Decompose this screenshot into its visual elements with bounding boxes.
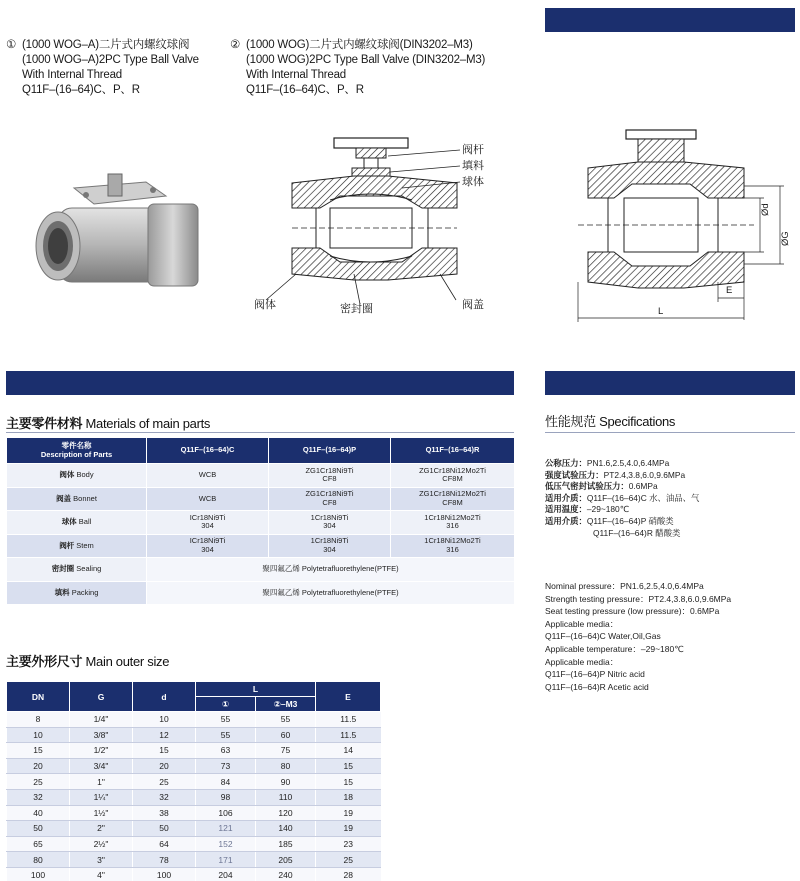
label-stem: 阀杆 [462, 144, 484, 156]
size-row [7, 712, 381, 728]
size-cell-e: 19 [316, 805, 381, 821]
materials-row [7, 581, 515, 605]
size-cell-dn: 65 [7, 836, 70, 852]
spec-cn-line: 适用温度：–29~180℃ [545, 504, 630, 515]
material-p: 1Cr18Ni9Ti 304 [269, 534, 391, 558]
dimension-drawing [558, 120, 794, 330]
size-cell-d: 100 [133, 867, 196, 881]
product-1-description [6, 38, 199, 98]
size-cell-l2: 240 [256, 867, 316, 881]
material-r: ZG1Cr18Ni12Mo2Ti CF8M [391, 487, 515, 511]
product-1-title-cn: (1000 WOG–A)二片式内螺纹球阀 [22, 39, 190, 51]
materials-row [7, 487, 515, 511]
materials-table [6, 437, 515, 605]
size-cell-e: 19 [316, 821, 381, 837]
size-cell-e: 25 [316, 852, 381, 868]
material-c: ICr18Ni9Ti 304 [147, 511, 269, 535]
size-cell-l1: 171 [196, 852, 256, 868]
size-row [7, 821, 381, 837]
section-bar-right [545, 371, 795, 395]
size-cell-d: 15 [133, 743, 196, 759]
size-cell-dn: 15 [7, 743, 70, 759]
size-header-l1: ① [196, 697, 256, 712]
spec-en-line: Nominal pressure：PN1.6,2.5,4.0,6.4MPa [545, 581, 704, 591]
part-name: 球体 Ball [7, 511, 147, 535]
section-bar-left [6, 371, 514, 395]
part-name: 填料 Packing [7, 581, 147, 605]
materials-row [7, 558, 515, 582]
size-cell-e: 28 [316, 867, 381, 881]
product-2-title-en: (1000 WOG)2PC Type Ball Valve (DIN3202–M3) [246, 54, 486, 66]
label-seal: 密封圈 [340, 303, 373, 315]
size-cell-e: 14 [316, 743, 381, 759]
product-1-title-en: (1000 WOG–A)2PC Type Ball Valve [22, 54, 199, 66]
size-cell-l2: 110 [256, 789, 316, 805]
materials-title-cn: 主要零件材料 [6, 416, 83, 431]
spec-cn-line: 公称压力：PN1.6,2.5,4.0,6.4MPa [545, 458, 670, 468]
size-cell-g: 1/4" [70, 712, 133, 728]
label-e: E [726, 285, 733, 296]
material-r: 1Cr18Ni12Mo2Ti 316 [391, 511, 515, 535]
size-title-cn: 主要外形尺寸 [6, 654, 83, 669]
specs-cn-list [545, 458, 699, 539]
label-d: Ød [760, 203, 771, 216]
size-cell-d: 12 [133, 727, 196, 743]
size-cell-g: 3/8" [70, 727, 133, 743]
size-cell-g: 1¼" [70, 789, 133, 805]
size-header-d: d [133, 682, 196, 712]
size-header-dn: DN [7, 682, 70, 712]
size-cell-l2: 185 [256, 836, 316, 852]
diagram-labels-right [462, 142, 484, 190]
size-cell-dn: 50 [7, 821, 70, 837]
size-cell-g: 1/2" [70, 743, 133, 759]
product-2-title-cn: (1000 WOG)二片式内螺纹球阀(DIN3202–M3) [246, 39, 473, 51]
size-row [7, 836, 381, 852]
product-1-model: Q11F–(16–64)C、P、R [22, 84, 140, 96]
size-header-row [7, 682, 381, 697]
spec-en-line: Strength testing pressure：PT2.4,3.8,6.0,9.6MPa [545, 593, 732, 604]
size-cell-l1: 55 [196, 727, 256, 743]
spec-en-line: Q11F–(16–64)C Water,Oil,Gas [545, 631, 661, 642]
materials-row [7, 511, 515, 535]
size-cell-l2: 75 [256, 743, 316, 759]
specs-en-list [545, 580, 731, 693]
part-name: 阀体 Body [7, 464, 147, 488]
size-cell-dn: 20 [7, 758, 70, 774]
spec-en-line: Applicable temperature：–29~180℃ [545, 643, 684, 654]
spec-en-line: Applicable media： [545, 656, 619, 667]
label-ball: 球体 [462, 176, 484, 188]
label-body: 阀体 [254, 299, 276, 311]
specs-rule [545, 432, 795, 433]
specs-title-cn: 性能规范 [545, 414, 596, 429]
product-1-subtitle: With Internal Thread [22, 69, 122, 81]
spec-cn-line: 低压气密封试验压力：0.6MPa [545, 481, 658, 492]
material-r: 1Cr18Ni12Mo2Ti 316 [391, 534, 515, 558]
size-cell-e: 15 [316, 774, 381, 790]
size-cell-l1: 121 [196, 821, 256, 837]
size-cell-l2: 55 [256, 712, 316, 728]
materials-header-p: Q11F–(16–64)P [269, 438, 391, 464]
size-cell-dn: 10 [7, 727, 70, 743]
size-cell-e: 23 [316, 836, 381, 852]
materials-rule [6, 432, 514, 433]
materials-row [7, 464, 515, 488]
size-cell-l2: 205 [256, 852, 316, 868]
size-row [7, 743, 381, 759]
spec-en-line: Q11F–(16–64)P Nitric acid [545, 669, 645, 680]
part-name: 密封圈 Sealing [7, 558, 147, 582]
size-header-e: E [316, 682, 381, 712]
product-2-model: Q11F–(16–64)C、P、R [246, 84, 364, 96]
size-cell-g: 3/4" [70, 758, 133, 774]
specs-heading [545, 411, 675, 430]
spec-en-line: Seat testing pressure (low pressure)：0.6MPa [545, 606, 720, 617]
specs-title-en: Specifications [599, 414, 676, 429]
size-cell-g: 4" [70, 867, 133, 881]
size-cell-d: 78 [133, 852, 196, 868]
size-cell-l1: 84 [196, 774, 256, 790]
label-g: ØG [780, 231, 791, 246]
size-cell-l1: 106 [196, 805, 256, 821]
size-cell-g: 1½" [70, 805, 133, 821]
size-row [7, 727, 381, 743]
spec-cn-line: Q11F–(16–64)R 醋酸类 [593, 527, 681, 538]
size-row [7, 852, 381, 868]
size-cell-e: 11.5 [316, 712, 381, 728]
size-cell-l2: 90 [256, 774, 316, 790]
size-cell-d: 38 [133, 805, 196, 821]
material-r: ZG1Cr18Ni12Mo2Ti CF8M [391, 464, 515, 488]
materials-header-r: Q11F–(16–64)R [391, 438, 515, 464]
part-name: 阀盖 Bonnet [7, 487, 147, 511]
label-packing: 填料 [462, 160, 484, 172]
part-name: 阀杆 Stem [7, 534, 147, 558]
label-bonnet: 阀盖 [462, 299, 484, 311]
material-merged: 聚四氟乙烯 Polytetrafluorethylene(PTFE) [147, 581, 515, 605]
materials-header-parts: 零件名称 Description of Parts [7, 438, 147, 464]
size-cell-g: 2½" [70, 836, 133, 852]
material-p: ZG1Cr18Ni9Ti CF8 [269, 487, 391, 511]
valve-photo [28, 160, 218, 300]
size-cell-d: 20 [133, 758, 196, 774]
size-row [7, 758, 381, 774]
size-cell-d: 32 [133, 789, 196, 805]
size-cell-dn: 40 [7, 805, 70, 821]
size-cell-l2: 80 [256, 758, 316, 774]
size-cell-l1: 152 [196, 836, 256, 852]
size-cell-dn: 25 [7, 774, 70, 790]
size-row [7, 805, 381, 821]
size-header-g: G [70, 682, 133, 712]
label-l: L [658, 306, 664, 317]
materials-header-c: Q11F–(16–64)C [147, 438, 269, 464]
material-c: WCB [147, 464, 269, 488]
size-table-body [7, 712, 381, 881]
size-table [6, 681, 381, 881]
size-cell-d: 50 [133, 821, 196, 837]
size-cell-l1: 73 [196, 758, 256, 774]
size-cell-dn: 8 [7, 712, 70, 728]
material-p: 1Cr18Ni9Ti 304 [269, 511, 391, 535]
size-row [7, 774, 381, 790]
size-cell-dn: 100 [7, 867, 70, 881]
size-cell-g: 3" [70, 852, 133, 868]
size-cell-l2: 60 [256, 727, 316, 743]
size-title-en: Main outer size [85, 654, 170, 669]
material-p: ZG1Cr18Ni9Ti CF8 [269, 464, 391, 488]
size-cell-e: 18 [316, 789, 381, 805]
size-cell-dn: 80 [7, 852, 70, 868]
size-cell-e: 15 [316, 758, 381, 774]
spec-en-line: Applicable media： [545, 618, 619, 629]
size-cell-l1: 63 [196, 743, 256, 759]
size-header-l: L [196, 682, 316, 697]
size-row [7, 867, 381, 881]
materials-header-row [7, 438, 515, 464]
size-cell-l1: 55 [196, 712, 256, 728]
size-cell-dn: 32 [7, 789, 70, 805]
size-cell-e: 11.5 [316, 727, 381, 743]
size-cell-d: 64 [133, 836, 196, 852]
spec-cn-line: 适用介质：Q11F–(16–64)C 水、油品、气 [545, 492, 700, 503]
size-cell-l1: 98 [196, 789, 256, 805]
size-cell-l1: 204 [196, 867, 256, 881]
spec-en-line: Q11F–(16–64)R Acetic acid [545, 681, 649, 692]
size-cell-d: 10 [133, 712, 196, 728]
size-header-l2: ②–M3 [256, 697, 316, 712]
spec-cn-line: 适用介质：Q11F–(16–64)P 硝酸类 [545, 515, 674, 526]
size-cell-l2: 120 [256, 805, 316, 821]
materials-title-en: Materials of main parts [85, 416, 211, 431]
materials-heading [6, 413, 210, 432]
size-cell-g: 2" [70, 821, 133, 837]
header-bar-right [545, 8, 795, 32]
material-c: ICr18Ni9Ti 304 [147, 534, 269, 558]
spec-cn-line: 强度试验压力：PT2.4,3.8,6.0,9.6MPa [545, 469, 686, 480]
product-2-description [230, 38, 485, 98]
material-merged: 聚四氟乙烯 Polytetrafluorethylene(PTFE) [147, 558, 515, 582]
size-cell-g: 1" [70, 774, 133, 790]
size-heading [6, 651, 169, 670]
material-c: WCB [147, 487, 269, 511]
product-1-number: ① [6, 39, 17, 51]
product-2-subtitle: With Internal Thread [246, 69, 346, 81]
materials-row [7, 534, 515, 558]
size-cell-l2: 140 [256, 821, 316, 837]
size-cell-d: 25 [133, 774, 196, 790]
product-2-number: ② [230, 39, 241, 51]
size-row [7, 789, 381, 805]
